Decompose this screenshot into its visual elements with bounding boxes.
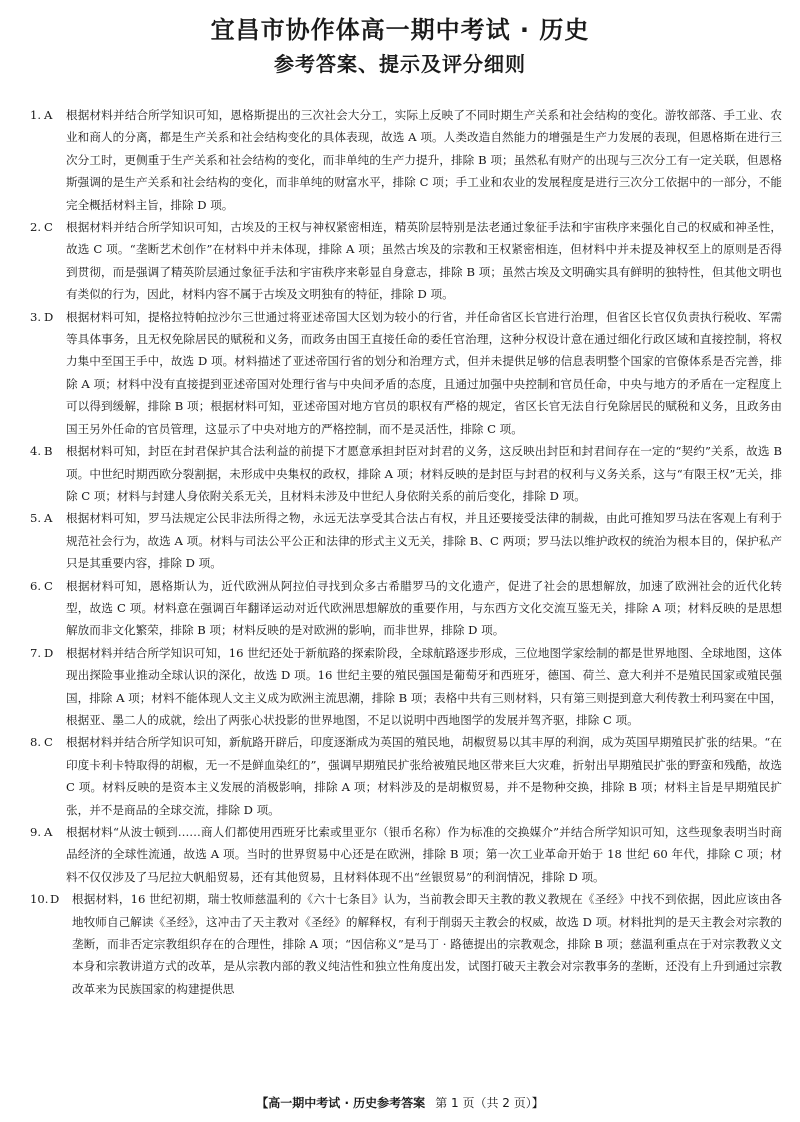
answer-explanation: 根据材料可知，提格拉特帕拉沙尔三世通过将亚述帝国大区划为较小的行省，并任命省区长官进行治理，但省区长官仅负责执行税收、军需等具体事务，且无权免除居民的赋税和义务，而政务由国王直接任命的委任官治理，这种分权设计意在通过细化行政区域和直接控制，将权力集中至国王手中，故选 D 项。材料描述了亚述帝国行省的划分和治理方式，但并未提供足够的信息表明整个国家的官僚体系是否完善，排除 A 项；材料中没有直接提到亚述帝国对处理行省与中央间矛盾的态度，且通过加强中央控制和官员任命，中央与地方的矛盾在一定程度上可以得到缓解，排除 B 项；根据材料可知，亚述帝国对地方官员的职权有严格的规定，省区长官无法自行免除居民的赋税和义务，且政务由国王另外任命的官员管理，这显示了中央对地方的严格控制，而不是灵活性，排除 C 项。 bbox=[66, 309, 782, 436]
answer-number: 1. bbox=[30, 108, 42, 122]
answer-item-10 bbox=[30, 888, 782, 1000]
answer-number: 6. bbox=[30, 578, 42, 593]
answer-item-3 bbox=[30, 306, 782, 440]
answer-number: 3. bbox=[30, 309, 42, 324]
answer-explanation: 根据材料可知，恩格斯认为，近代欧洲从阿拉伯寻找到众多古希腊罗马的文化遗产，促进了社会的思想解放，加速了欧洲社会的近代化转型，故选 C 项。材料意在强调百年翻译运动对近代欧洲思想解放的重要作用，与东西方文化交流互鉴无关，排除 A 项；材料反映的是思想解放而非文化繁荣，排除 B 项；材料反映的是对欧洲的影响，而非世界，排除 D 项。 bbox=[66, 578, 782, 638]
answer-number: 9. bbox=[30, 825, 42, 839]
answer-explanation: 根据材料可知，罗马法规定公民非法所得之物，永远无法享受其合法占有权，并且还要接受法律的制裁，由此可推知罗马法在客观上有利于规范社会行为，故选 A 项。材料与司法公平公正和法律的形式主义无关，排除 B、C 两项；罗马法以维护政权的统治为根本目的，保护私产只是其重要内容，排除 D 项。 bbox=[66, 511, 782, 571]
page-title: 宜昌市协作体高一期中考试 · 历史 bbox=[210, 16, 590, 44]
answer-item-8 bbox=[30, 731, 782, 821]
answer-explanation: 根据材料并结合所学知识可知，古埃及的王权与神权紧密相连，精英阶层特别是法老通过象征手法和宇宙秩序来强化自己的权威和神圣性，故选 C 项。“垄断艺术创作”在材料中并未体现，排除 A 项；虽然古埃及的宗教和王权紧密相连，但材料中并未提及神权至上的原则是否得到贯彻，而是强调了精英阶层通过象征手法和宇宙秩序来彰显自身意志，排除 B 项；虽然古埃及文明确实具有鲜明的独特性，但其他文明也有类似的行为，因此，材料内容不属于古埃及文明独有的特征，排除 D 项。 bbox=[66, 220, 782, 302]
answer-key: C bbox=[44, 578, 53, 593]
footer-label: 【高一期中考试 · 历史参考答案 bbox=[256, 1096, 426, 1110]
answer-key: D bbox=[44, 309, 54, 324]
answer-item-9 bbox=[30, 821, 782, 888]
answer-number: 10. bbox=[30, 892, 49, 907]
answer-item-2 bbox=[30, 216, 782, 306]
answer-key: D bbox=[50, 892, 60, 907]
answer-item-4 bbox=[30, 440, 782, 507]
answer-number: 5. bbox=[30, 511, 42, 526]
answer-number: 7. bbox=[30, 645, 42, 660]
answer-number: 4. bbox=[30, 444, 42, 459]
answer-number: 8. bbox=[30, 735, 42, 750]
answer-item-5 bbox=[30, 507, 782, 574]
page-number: 第 1 页（共 2 页）】 bbox=[435, 1096, 544, 1110]
answer-list bbox=[30, 104, 782, 1082]
answer-item-7 bbox=[30, 642, 782, 732]
answer-key: A bbox=[44, 825, 53, 839]
answer-number: 2. bbox=[30, 220, 42, 235]
answer-key: A bbox=[44, 511, 53, 526]
page-footer bbox=[0, 1094, 800, 1112]
answer-explanation: 根据材料并结合所学知识可知，恩格斯提出的三次社会大分工，实际上反映了不同时期生产关系和社会结构的变化。游牧部落、手工业、农业和商人的分离，都是生产关系和社会结构变化的具体表现，故选 A 项。人类改造自然能力的增强是生产力发展的表现，但恩格斯在进行三次分工时，更侧重于生产关系和社会结构的变化，而非单纯的生产力提升，排除 B 项；虽然私有财产的出现与三次分工有一定关联，但恩格斯强调的是生产关系和社会结构的变化，而非单纯的财富水平，排除 C 项；手工业和农业的发展程度是进行三次分工依据中的一部分，不能完全概括材料主旨，排除 D 项。 bbox=[66, 108, 782, 212]
answer-explanation: 根据材料并结合所学知识可知，16 世纪还处于新航路的探索阶段，全球航路逐步形成，三位地图学家绘制的都是世界地图、全球地图，这体现出探险事业推动全球认识的深化，故选 D 项。16 世纪主要的殖民强国是葡萄牙和西班牙，德国、荷兰、意大利并不是殖民国家或殖民强国，排除 A 项；材料不能体现人文主义成为欧洲主流思潮，排除 B 项；表格中共有三则材料，只有第三则提到意大利传教士利玛窦在中国，根据亚、墨二人的成就，绘出了两张心状投影的世界地图，不足以说明中西地图学的发展并驾齐驱，排除 C 项。 bbox=[66, 645, 782, 727]
answer-explanation: 根据材料可知，封臣在封君保护其合法利益的前提下才愿意承担封臣对封君的义务，这反映出封臣和封君间存在一定的“契约”关系，故选 B 项。中世纪时期西欧分裂割据，未形成中央集权的政权，排除 A 项；材料反映的是封臣与封君的权利与义务关系，这与“有限王权”无关，排除 C 项；材料与封建人身依附关系无关，且材料未涉及中世纪人身依附关系的前后变化，排除 D 项。 bbox=[66, 444, 782, 503]
answer-key: D bbox=[44, 645, 54, 660]
answer-key: C bbox=[44, 220, 53, 235]
page-subtitle: 参考答案、提示及评分细则 bbox=[274, 52, 526, 76]
answer-explanation: 根据材料“从波士顿到……商人们都使用西班牙比索或里亚尔（银币名称）作为标准的交换媒介”并结合所学知识可知，这些现象表明当时商品经济的全球性流通，故选 A 项。当时的世界贸易中心还是在欧洲，排除 B 项；第一次工业革命开始于 18 世纪 60 年代，排除 C 项；材料不仅仅涉及了马尼拉大帆船贸易，还有其他贸易，且材料体现不出“丝银贸易”的利润情况，排除 D 项。 bbox=[66, 825, 782, 884]
answer-explanation: 根据材料并结合所学知识可知，新航路开辟后，印度逐渐成为英国的殖民地，胡椒贸易以其丰厚的利润，成为英国早期殖民扩张的结果。“在印度卡利卡特取得的胡椒，无一不是鲜血染红的”，强调早期殖民扩张给被殖民地区带来巨大灾难，折射出早期殖民扩张的野蛮和残酷，故选 C 项。材料反映的是资本主义发展的消极影响，排除 A 项；材料涉及的是胡椒贸易，并不是物种交换，排除 B 项；材料主旨是早期殖民扩张，并不是商品的全球交流，排除 D 项。 bbox=[66, 735, 782, 817]
answer-key: C bbox=[44, 735, 53, 750]
answer-item-6 bbox=[30, 575, 782, 642]
answer-explanation: 根据材料，16 世纪初期，瑞士牧师慈温利的《六十七条目》认为，当前教会即天主教的教义教规在《圣经》中找不到依据，因此应该由各地牧师自己解读《圣经》，这冲击了天主教对《圣经》的解释权，有利于削弱天主教会的权威，故选 D 项。材料批判的是天主教会对宗教的垄断，而非否定宗教组织存在的合理性，排除 A 项；“因信称义”是马丁 · 路德提出的宗教观念，排除 B 项；慈温利重点在于对宗教教义文本身和宗教讲道方式的改革，是从宗教内部的教义纯洁性和独立性角度出发，试图打破天主教会对宗教事务的垄断，还没有上升到通过宗教改革来为民族国家的构建提供思 bbox=[72, 892, 782, 996]
answer-key: B bbox=[44, 444, 53, 459]
answer-item-1 bbox=[30, 104, 782, 216]
answer-key: A bbox=[44, 108, 53, 122]
